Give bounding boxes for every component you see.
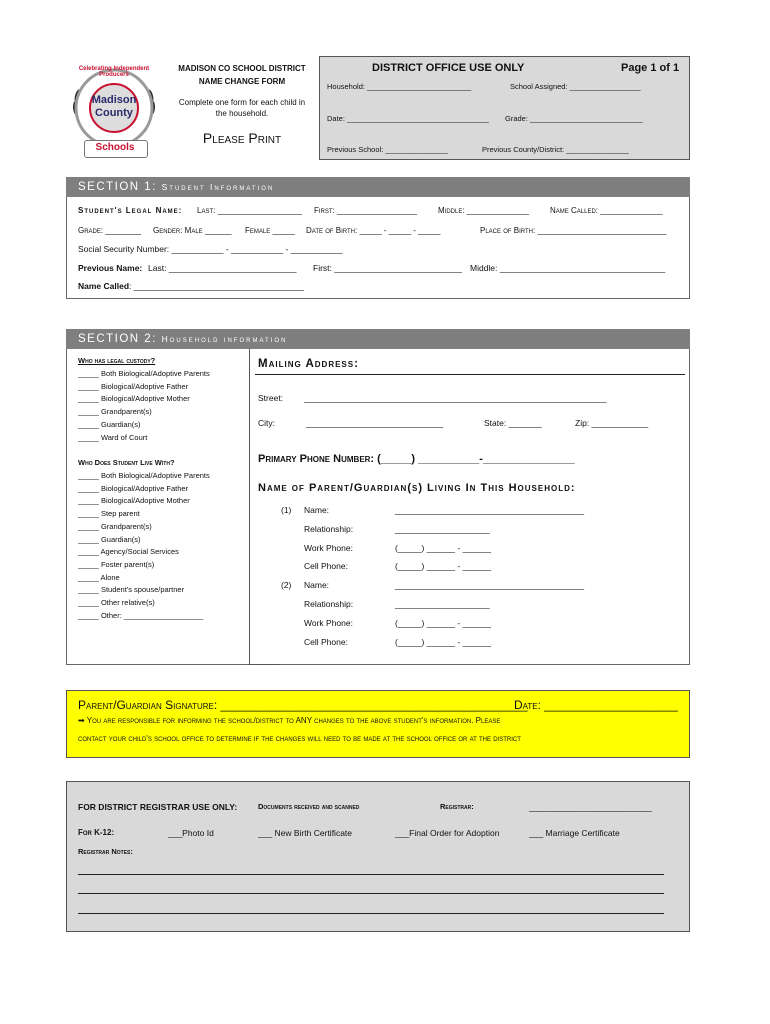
notes-line[interactable]: [78, 913, 664, 914]
registrar-heading: FOR DISTRICT REGISTRAR USE ONLY:: [78, 802, 238, 812]
parent-1-name-label: Name:: [304, 505, 330, 515]
marriage-certificate-check[interactable]: ___ Marriage Certificate: [529, 828, 620, 838]
please-print-label: Please Print: [202, 130, 282, 146]
signature-date-field[interactable]: Date: ____________________: [514, 698, 678, 712]
section-2-divider: [249, 349, 250, 665]
lives-with-option[interactable]: _____ Foster parent(s): [78, 559, 155, 569]
for-k12-label: For K-12:: [78, 828, 115, 837]
lives-with-option[interactable]: _____ Other relative(s): [78, 598, 155, 607]
previous-first-field[interactable]: First: ___________________________: [313, 263, 462, 273]
gender-female-field[interactable]: Female _____: [245, 226, 295, 235]
custody-option[interactable]: _____ Ward of Court: [78, 432, 148, 442]
parent-2-relationship-field[interactable]: ____________________: [395, 599, 490, 609]
parent-2-relationship-label: Relationship:: [304, 599, 354, 609]
parent-2-work-label: Work Phone:: [304, 618, 353, 628]
notice-line-2: contact your child's school office to determine if the changes will need to be made at the school office or at the district: [78, 734, 521, 743]
documents-received-label: Documents received and scanned: [258, 802, 360, 811]
birth-certificate-check[interactable]: ___ New Birth Certificate: [258, 828, 353, 838]
previous-middle-field[interactable]: Middle: ___________________________________: [470, 263, 666, 273]
parent-1-work-field[interactable]: (_____) ______ - ______: [395, 543, 491, 553]
previous-school-field[interactable]: Previous School: _______________: [327, 145, 448, 154]
parent-2-cell-field[interactable]: (_____) ______ - ______: [395, 637, 491, 647]
parent-1-cell-field[interactable]: (_____) ______ - ______: [395, 561, 491, 571]
legal-middle-field[interactable]: Middle: ______________: [438, 206, 530, 215]
date-of-birth-field[interactable]: Date of Birth: _____ - _____ - _____: [306, 226, 441, 235]
parent-guardian-heading: Name of Parent/Guardian(s) Living In This Household:: [258, 482, 576, 494]
page-number: Page 1 of 1: [621, 62, 680, 74]
name-called-line[interactable]: : ____________________________________: [129, 281, 304, 291]
zip-field[interactable]: Zip: ____________: [575, 418, 649, 428]
office-title: DISTRICT OFFICE USE ONLY: [372, 62, 525, 74]
custody-option[interactable]: _____ Biological/Adoptive Mother: [78, 394, 190, 404]
lives-with-option[interactable]: _____ Student's spouse/partner: [78, 585, 185, 595]
custody-question: Who has legal custody?: [78, 356, 156, 365]
section-2-divider-foot: [249, 664, 279, 665]
custody-option[interactable]: _____ Biological/Adoptive Father: [78, 381, 189, 391]
lives-with-option[interactable]: _____ Other: ___________________: [78, 610, 204, 620]
district-name-block: [170, 62, 314, 88]
lives-with-option[interactable]: _____ Biological/Adoptive Father: [78, 483, 189, 493]
section-1-header: [66, 177, 690, 197]
photo-id-check[interactable]: ___Photo Id: [168, 828, 214, 838]
form-instruction: Complete one form for each child in the household.: [178, 98, 306, 118]
state-field[interactable]: State: _______: [484, 418, 542, 428]
parent-1-work-label: Work Phone:: [304, 543, 353, 553]
grade-field[interactable]: Grade: ___________________________: [505, 114, 643, 123]
arrow-right-icon: ➡: [78, 716, 85, 725]
parent-2-name-label: Name:: [304, 580, 330, 590]
street-field[interactable]: ________________________________________________________________: [304, 393, 607, 403]
ssn-field[interactable]: Social Security Number: ___________ - ___________ - ___________: [78, 244, 343, 254]
primary-phone-field[interactable]: Primary Phone Number: (_____) __________-_______________: [258, 453, 575, 465]
parent-1-relationship-label: Relationship:: [304, 524, 354, 534]
city-label: City:: [258, 418, 275, 428]
registrar-notes-label: Registrar Notes:: [78, 847, 133, 856]
logo-name-top: Madison: [91, 94, 137, 106]
form-name: NAME CHANGE FORM: [198, 77, 286, 86]
previous-last-field[interactable]: Last: ___________________________: [148, 263, 297, 273]
parent-1-cell-label: Cell Phone:: [304, 561, 348, 571]
lives-with-option[interactable]: _____ Biological/Adoptive Mother: [78, 496, 190, 506]
date-field[interactable]: Date: __________________________________: [327, 114, 489, 123]
registrar-field[interactable]: __________________________: [529, 802, 652, 812]
lives-with-option[interactable]: _____ Agency/Social Services: [78, 547, 179, 557]
lives-with-option[interactable]: _____ Alone: [78, 572, 120, 582]
legal-name-label: Student's Legal Name:: [78, 206, 183, 215]
parent-1-name-field[interactable]: ________________________________________: [395, 505, 585, 515]
section-1-title: SECTION 1:: [78, 181, 162, 193]
district-name: MADISON CO SCHOOL DISTRICT: [178, 64, 306, 73]
parent-1-number: (1): [281, 505, 292, 515]
lives-with-option[interactable]: _____ Grandparent(s): [78, 521, 152, 531]
street-label: Street:: [258, 393, 284, 403]
school-assigned-field[interactable]: School Assigned: _________________: [510, 82, 641, 91]
custody-option[interactable]: _____ Grandparent(s): [78, 407, 152, 417]
section-1-subtitle: Student Information: [161, 182, 275, 192]
logo-arc-text: Celebrating Independent Producers: [78, 66, 150, 78]
household-field[interactable]: Household: _________________________: [327, 82, 472, 91]
parent-2-work-field[interactable]: (_____) ______ - ______: [395, 618, 491, 628]
section-2-title: SECTION 2:: [78, 333, 162, 345]
district-logo: [66, 60, 162, 164]
city-field[interactable]: _____________________________: [306, 418, 444, 428]
parent-2-cell-label: Cell Phone:: [304, 637, 348, 647]
mailing-underline: [255, 374, 685, 375]
custody-option[interactable]: _____ Both Biological/Adoptive Parents: [78, 369, 210, 378]
place-of-birth-field[interactable]: Place of Birth: _____________________________: [480, 226, 667, 235]
name-called-field[interactable]: Name Called: ______________: [550, 206, 663, 215]
lives-with-option[interactable]: _____ Both Biological/Adoptive Parents: [78, 471, 210, 480]
logo-ribbon-text: Schools: [95, 142, 135, 153]
adoption-order-check[interactable]: ___Final Order for Adoption: [395, 828, 500, 838]
registrar-label: Registrar:: [440, 802, 474, 811]
logo-name-bottom: County: [95, 107, 133, 119]
previous-county-field[interactable]: Previous County/District: _______________: [482, 145, 629, 154]
lives-with-question: Who Does Student Live With?: [78, 458, 175, 467]
signature-field[interactable]: Parent/Guardian Signature: ______________________________________________: [78, 698, 528, 712]
name-called-label: Name Called: [78, 281, 130, 291]
custody-option[interactable]: _____ Guardian(s): [78, 419, 141, 429]
gender-male-field[interactable]: Gender: Male ______: [153, 226, 232, 235]
notice-line-1: You are responsible for informing the school/district to ANY changes to the above student's information. Please: [86, 716, 501, 725]
legal-first-field[interactable]: First: __________________: [314, 206, 418, 215]
notes-line[interactable]: [78, 874, 664, 875]
previous-name-label: Previous Name:: [78, 263, 143, 273]
parent-1-relationship-field[interactable]: ____________________: [395, 524, 490, 534]
section-2-header: [66, 329, 690, 349]
mailing-address-heading: Mailing Address:: [258, 358, 359, 370]
section-2-subtitle: Household information: [161, 334, 288, 344]
grade-field-s1[interactable]: Grade: ________: [78, 226, 141, 235]
notes-line[interactable]: [78, 893, 664, 894]
lives-with-option[interactable]: _____ Guardian(s): [78, 534, 141, 544]
lives-with-option[interactable]: _____ Step parent: [78, 509, 140, 519]
parent-2-name-field[interactable]: ________________________________________: [395, 580, 585, 590]
parent-2-number: (2): [281, 580, 292, 590]
legal-last-field[interactable]: Last: ___________________: [197, 206, 303, 215]
